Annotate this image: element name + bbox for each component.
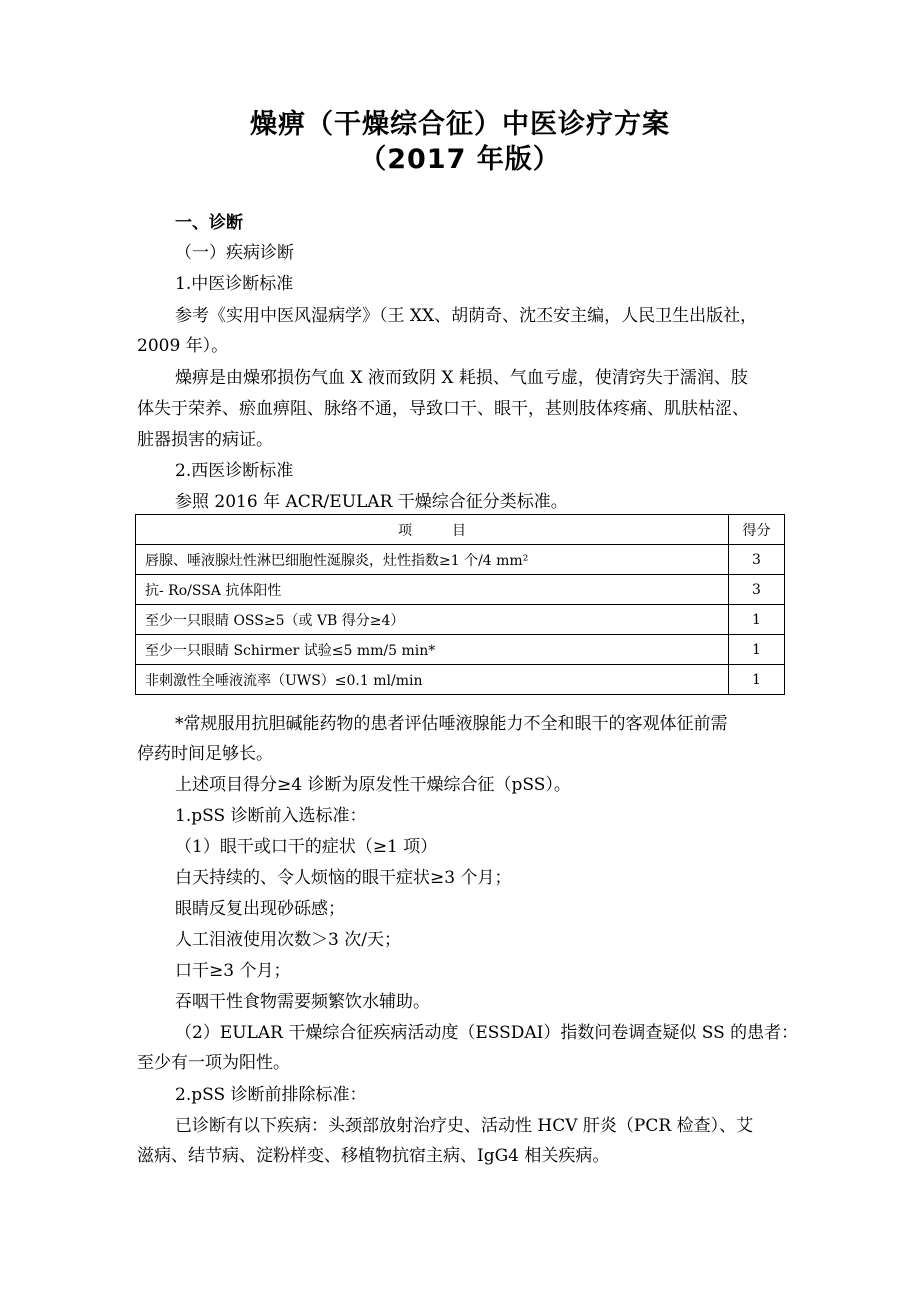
table-row [136,665,785,695]
wm-criteria-heading: 2.西医诊断标准 [175,461,294,481]
list-item: 白天持续的、令人烦恼的眼干症状≥3 个月； [175,868,512,888]
table-cell-item: 非刺激性全唾液流率（UWS）≤0.1 ml/min [136,665,729,695]
document-title: 燥痹（干燥综合征）中医诊疗方案 [250,109,670,140]
footnote-line: 停药时间足够长。 [137,744,273,764]
classification-criteria-table [135,514,785,695]
paragraph-line: 已诊断有以下疾病：头颈部放射治疗史、活动性 HCV 肝炎（PCR 检查）、艾 [175,1116,754,1136]
table-cell-score: 1 [729,665,785,695]
table-cell-score: 1 [729,605,785,635]
exclusion-criteria-heading: 2.pSS 诊断前排除标准： [175,1085,367,1105]
list-item: 吞咽干性食物需要频繁饮水辅助。 [175,992,430,1012]
paragraph-line: 上述项目得分≥4 诊断为原发性干燥综合征（pSS）。 [175,775,571,795]
table-cell-item: 抗- Ro/SSA 抗体阳性 [136,575,729,605]
tcm-criteria-heading: 1.中医诊断标准 [175,274,294,294]
paragraph-line: 至少有一项为阳性。 [137,1053,290,1073]
table-cell-score: 3 [729,545,785,575]
table-cell-score: 3 [729,575,785,605]
section-heading-diagnosis: 一、诊断 [175,213,243,233]
paragraph-line: 2009 年）。 [137,336,229,356]
table-header-score: 得分 [729,515,785,545]
table-cell-item: 至少一只眼睛 Schirmer 试验≤5 mm/5 min* [136,635,729,665]
table-header-row [136,515,785,545]
table-row [136,545,785,575]
inclusion-criteria-heading: 1.pSS 诊断前入选标准： [175,806,367,826]
paragraph-line: 参照 2016 年 ACR/EULAR 干燥综合征分类标准。 [175,492,568,512]
list-item: 人工泪液使用次数＞3 次/天； [175,930,401,950]
paragraph-line: 燥痹是由燥邪损伤气血 X 液而致阴 X 耗损、气血亏虚，使清窍失于濡润、肢 [175,368,748,388]
list-item: （2）EULAR 干燥综合征疾病活动度（ESSDAI）指数问卷调查疑似 SS 的患者： [175,1023,799,1043]
table-row [136,635,785,665]
table-header-item: 项 目 [136,515,729,545]
paragraph-line: 体失于荣养、瘀血痹阻、脉络不通，导致口干、眼干，甚则肢体疼痛、肌肤枯涩、 [137,399,749,419]
list-item: 口干≥3 个月； [175,961,291,981]
table-cell-item: 至少一只眼睛 OSS≥5（或 VB 得分≥4） [136,605,729,635]
subsection-heading: （一）疾病诊断 [175,243,294,263]
document-subtitle-edition: （2017 年版） [359,144,561,175]
list-item: 眼睛反复出现砂砾感； [175,899,345,919]
list-item: （1）眼干或口干的症状（≥1 项） [175,837,438,857]
paragraph-line: 滋病、结节病、淀粉样变、移植物抗宿主病、IgG4 相关疾病。 [137,1146,610,1166]
paragraph-line: 参考《实用中医风湿病学》（王 XX、胡荫奇、沈丕安主编，人民卫生出版社， [175,306,758,326]
footnote-line: *常规服用抗胆碱能药物的患者评估唾液腺能力不全和眼干的客观体征前需 [175,714,728,734]
table-cell-score: 1 [729,635,785,665]
table-row [136,605,785,635]
table-row [136,575,785,605]
table-cell-item: 唇腺、唾液腺灶性淋巴细胞性涎腺炎，灶性指数≥1 个/4 mm² [136,545,729,575]
paragraph-line: 脏器损害的病证。 [137,430,273,450]
